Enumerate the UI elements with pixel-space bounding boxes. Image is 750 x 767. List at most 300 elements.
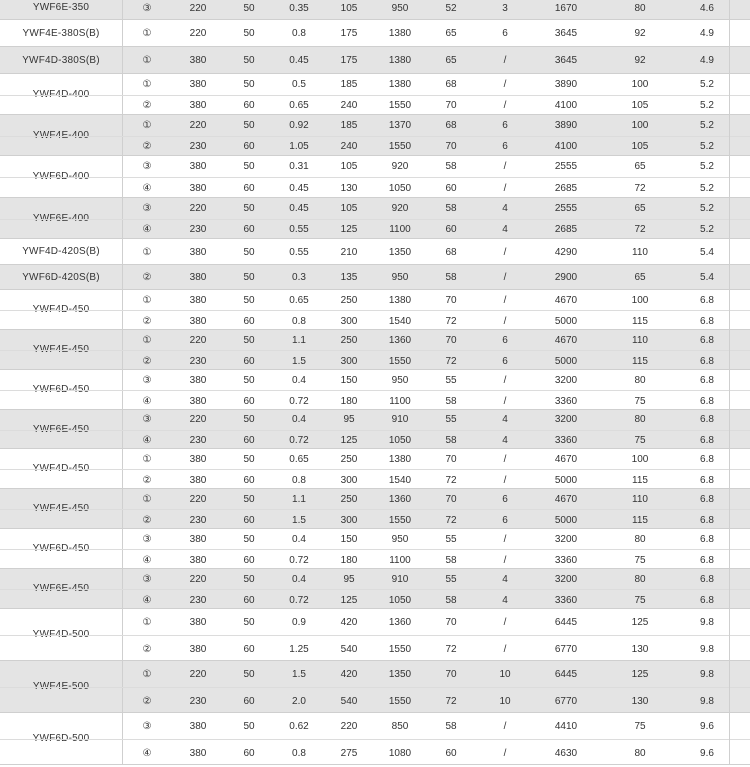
model-name: YWF4D-500 [32, 629, 90, 640]
model-group [0, 330, 750, 370]
voltage-cell: 380 [189, 554, 207, 566]
weight-cell: 5.2 [700, 100, 714, 112]
model-group [0, 0, 750, 20]
capacitor-cell: / [503, 533, 507, 545]
frequency-cell: 60 [243, 514, 255, 526]
noise-cell: 60 [445, 183, 457, 194]
pressure-cell: 100 [631, 78, 649, 90]
table-right-border [729, 198, 730, 238]
speed-cell: 1050 [388, 434, 412, 446]
table-right-border [729, 449, 730, 488]
capacitor-cell: 6 [502, 355, 508, 367]
model-name: YWF6E-450 [32, 423, 90, 435]
voltage-cell: 380 [189, 453, 207, 465]
voltage-cell: 380 [189, 183, 207, 194]
airflow-cell: 5000 [554, 474, 578, 486]
current-cell: 0.45 [289, 202, 309, 214]
noise-cell: 58 [445, 395, 457, 407]
current-cell: 0.4 [292, 533, 306, 545]
pressure-cell: 110 [632, 334, 648, 346]
table-row [0, 589, 750, 610]
noise-cell: 60 [445, 224, 457, 236]
frequency-cell: 50 [243, 374, 255, 386]
noise-cell: 72 [445, 315, 457, 327]
pressure-cell: 115 [632, 355, 648, 367]
weight-cell: 5.2 [700, 183, 714, 194]
current-cell: 0.45 [289, 183, 309, 194]
speed-cell: 950 [391, 374, 409, 386]
noise-cell: 55 [445, 414, 457, 426]
airflow-cell: 6445 [554, 668, 578, 680]
table-right-border [729, 609, 730, 660]
table-row [0, 0, 750, 20]
capacitor-cell: 6 [502, 141, 508, 153]
power-cell: 300 [340, 514, 358, 526]
table-row [0, 449, 750, 469]
current-cell: 0.72 [289, 434, 309, 446]
airflow-cell: 4100 [554, 100, 578, 112]
model-name: YWF4D-450 [32, 463, 90, 474]
model-group [0, 529, 750, 569]
table-row [0, 469, 750, 490]
position-cell: ③ [142, 161, 152, 172]
current-cell: 0.72 [289, 594, 309, 606]
speed-cell: 1380 [388, 55, 412, 66]
speed-cell: 1550 [388, 695, 412, 707]
voltage-cell: 230 [189, 514, 207, 526]
noise-cell: 72 [445, 474, 457, 486]
current-cell: 0.92 [289, 119, 309, 131]
pressure-cell: 65 [634, 202, 646, 214]
voltage-cell: 380 [189, 246, 207, 258]
pressure-cell: 75 [634, 554, 646, 566]
airflow-cell: 6445 [554, 616, 578, 628]
model-name: YWF6D-400 [32, 171, 90, 182]
frequency-cell: 50 [243, 2, 255, 14]
position-cell: ④ [142, 594, 152, 606]
capacitor-cell: / [503, 453, 507, 465]
position-cell: ① [142, 294, 152, 306]
pressure-cell: 75 [634, 720, 646, 732]
frequency-cell: 60 [243, 474, 255, 486]
airflow-cell: 3360 [554, 594, 578, 606]
frequency-cell: 50 [243, 78, 255, 90]
noise-cell: 70 [445, 616, 457, 628]
model-group [0, 198, 750, 239]
table-right-border [729, 569, 730, 608]
current-cell: 0.72 [289, 395, 309, 407]
position-cell: ③ [142, 414, 152, 426]
frequency-cell: 60 [243, 695, 255, 707]
frequency-cell: 60 [243, 141, 255, 153]
noise-cell: 58 [445, 594, 457, 606]
current-cell: 0.35 [289, 2, 309, 14]
weight-cell: 6.8 [700, 395, 714, 407]
noise-cell: 60 [445, 747, 457, 759]
capacitor-cell: 6 [502, 28, 508, 39]
frequency-cell: 60 [243, 100, 255, 112]
power-cell: 180 [340, 554, 358, 566]
speed-cell: 1050 [388, 594, 412, 606]
position-cell: ④ [142, 554, 152, 566]
voltage-cell: 230 [189, 434, 207, 446]
noise-cell: 55 [445, 573, 457, 585]
airflow-cell: 3200 [554, 533, 578, 545]
model-group [0, 489, 750, 529]
capacitor-cell: 4 [502, 224, 508, 236]
airflow-cell: 4670 [554, 294, 578, 306]
speed-cell: 950 [391, 272, 409, 283]
model-group [0, 115, 750, 156]
voltage-cell: 220 [189, 202, 207, 214]
table-row [0, 74, 750, 95]
speed-cell: 1360 [388, 334, 412, 346]
power-cell: 105 [340, 2, 358, 14]
table-row [0, 509, 750, 530]
table-right-border [729, 115, 730, 155]
pressure-cell: 80 [634, 2, 646, 14]
speed-cell: 920 [391, 161, 409, 172]
weight-cell: 5.4 [700, 246, 714, 258]
speed-cell: 1380 [388, 294, 412, 306]
speed-cell: 1540 [388, 315, 412, 327]
table-row [0, 350, 750, 371]
airflow-cell: 3645 [554, 55, 578, 66]
table-row [0, 136, 750, 158]
capacitor-cell: 4 [502, 594, 508, 606]
speed-cell: 1360 [388, 616, 412, 628]
table-row [0, 569, 750, 589]
power-cell: 420 [340, 668, 358, 680]
frequency-cell: 60 [243, 355, 255, 367]
voltage-cell: 230 [189, 141, 207, 153]
noise-cell: 58 [445, 272, 457, 283]
table-row [0, 410, 750, 430]
model-name: YWF4E-400 [32, 129, 90, 141]
position-cell: ① [142, 119, 152, 131]
current-cell: 0.65 [289, 100, 309, 112]
position-cell: ④ [142, 747, 152, 759]
frequency-cell: 60 [243, 315, 255, 327]
voltage-cell: 380 [189, 294, 207, 306]
speed-cell: 1100 [389, 395, 411, 407]
table-row [0, 713, 750, 739]
power-cell: 95 [343, 414, 355, 426]
frequency-cell: 60 [243, 434, 255, 446]
pressure-cell: 72 [634, 224, 646, 236]
table-right-border [729, 529, 730, 568]
pressure-cell: 125 [631, 616, 649, 628]
frequency-cell: 50 [243, 272, 255, 283]
pressure-cell: 110 [632, 493, 648, 505]
model-name: YWF4D-450 [32, 304, 90, 315]
airflow-cell: 4100 [554, 141, 578, 153]
capacitor-cell: / [503, 643, 507, 655]
airflow-cell: 3890 [554, 78, 578, 90]
speed-cell: 950 [391, 2, 409, 14]
current-cell: 0.4 [292, 573, 306, 585]
noise-cell: 68 [445, 119, 457, 131]
pressure-cell: 80 [634, 414, 646, 426]
airflow-cell: 2555 [554, 161, 578, 172]
weight-cell: 6.8 [700, 493, 714, 505]
pressure-cell: 65 [634, 161, 646, 172]
noise-cell: 72 [445, 643, 457, 655]
frequency-cell: 50 [243, 720, 255, 732]
frequency-cell: 60 [243, 554, 255, 566]
model-name: YWF4D-400 [32, 88, 90, 100]
airflow-cell: 5000 [554, 355, 578, 367]
model-group [0, 265, 750, 290]
position-cell: ① [142, 78, 152, 90]
pressure-cell: 75 [634, 594, 646, 606]
table-row [0, 95, 750, 117]
frequency-cell: 50 [243, 453, 255, 465]
capacitor-cell: 6 [502, 493, 508, 505]
model-name: YWF6D-450 [32, 543, 90, 554]
current-cell: 0.72 [289, 554, 309, 566]
table-row [0, 661, 750, 687]
position-cell: ① [142, 493, 152, 505]
current-cell: 0.8 [292, 747, 306, 759]
table-row [0, 156, 750, 177]
model-group [0, 156, 750, 198]
current-cell: 2.0 [292, 695, 306, 707]
airflow-cell: 4670 [554, 334, 578, 346]
table-row [0, 219, 750, 241]
airflow-cell: 3200 [554, 414, 578, 426]
position-cell: ① [142, 55, 152, 66]
pressure-cell: 100 [631, 294, 649, 306]
capacitor-cell: / [503, 720, 507, 732]
position-cell: ③ [142, 202, 152, 214]
frequency-cell: 60 [243, 747, 255, 759]
model-group [0, 661, 750, 713]
position-cell: ② [142, 315, 152, 327]
capacitor-cell: 4 [502, 573, 508, 585]
pressure-cell: 125 [631, 668, 649, 680]
pressure-cell: 105 [631, 141, 649, 153]
frequency-cell: 50 [243, 55, 255, 66]
capacitor-cell: 6 [502, 514, 508, 526]
frequency-cell: 60 [243, 643, 255, 655]
position-cell: ① [142, 246, 152, 258]
model-group [0, 47, 750, 74]
airflow-cell: 2685 [554, 224, 578, 236]
capacitor-cell: / [503, 474, 507, 486]
power-cell: 180 [340, 395, 358, 407]
voltage-cell: 380 [189, 100, 207, 112]
table-row [0, 198, 750, 219]
current-cell: 0.8 [292, 474, 306, 486]
current-cell: 0.8 [292, 28, 306, 39]
table-row [0, 310, 750, 331]
current-cell: 1.5 [292, 668, 306, 680]
table-right-border [729, 239, 730, 264]
table-row [0, 20, 750, 47]
table-row [0, 47, 750, 74]
weight-cell: 6.8 [700, 573, 714, 585]
voltage-cell: 220 [189, 414, 207, 426]
table-right-border [729, 156, 730, 197]
frequency-cell: 50 [243, 573, 255, 585]
voltage-cell: 380 [189, 374, 207, 386]
model-name: YWF4E-500 [32, 681, 90, 692]
pressure-cell: 72 [634, 183, 646, 194]
voltage-cell: 230 [189, 355, 207, 367]
voltage-cell: 220 [189, 573, 207, 585]
speed-cell: 910 [391, 573, 409, 585]
weight-cell: 4.9 [700, 55, 714, 66]
position-cell: ② [142, 474, 152, 486]
frequency-cell: 50 [243, 668, 255, 680]
position-cell: ② [142, 695, 152, 707]
airflow-cell: 2900 [554, 272, 578, 283]
speed-cell: 1350 [388, 246, 412, 258]
speed-cell: 1350 [388, 668, 412, 680]
speed-cell: 910 [391, 414, 409, 426]
position-cell: ④ [142, 434, 152, 446]
voltage-cell: 380 [189, 747, 207, 759]
weight-cell: 4.9 [700, 28, 714, 39]
table-right-border [729, 489, 730, 528]
power-cell: 185 [340, 119, 358, 131]
pressure-cell: 80 [634, 747, 646, 759]
voltage-cell: 380 [189, 643, 207, 655]
weight-cell: 5.2 [700, 78, 714, 90]
current-cell: 1.1 [292, 334, 306, 346]
speed-cell: 1080 [388, 747, 412, 759]
power-cell: 250 [340, 334, 358, 346]
power-cell: 105 [340, 202, 358, 214]
power-cell: 125 [340, 594, 358, 606]
power-cell: 220 [340, 720, 358, 732]
position-cell: ② [142, 355, 152, 367]
model-name: YWF6D-420S(B) [22, 271, 100, 283]
airflow-cell: 6770 [554, 643, 578, 655]
weight-cell: 5.4 [700, 272, 714, 283]
weight-cell: 6.8 [700, 315, 714, 327]
position-cell: ③ [142, 533, 152, 545]
noise-cell: 55 [445, 533, 457, 545]
weight-cell: 6.8 [700, 414, 714, 426]
frequency-cell: 50 [243, 414, 255, 426]
speed-cell: 1380 [388, 28, 412, 39]
power-cell: 275 [340, 747, 358, 759]
capacitor-cell: / [503, 55, 507, 66]
voltage-cell: 220 [189, 668, 207, 680]
table-row [0, 390, 750, 411]
table-row [0, 115, 750, 136]
weight-cell: 5.2 [700, 202, 714, 214]
weight-cell: 6.8 [700, 374, 714, 386]
current-cell: 0.65 [289, 453, 309, 465]
speed-cell: 850 [391, 720, 409, 732]
model-group [0, 239, 750, 265]
pressure-cell: 65 [634, 272, 646, 283]
speed-cell: 1370 [388, 119, 412, 131]
power-cell: 300 [340, 315, 358, 327]
noise-cell: 65 [445, 55, 457, 66]
table-row [0, 489, 750, 509]
current-cell: 1.5 [292, 355, 306, 367]
pressure-cell: 92 [634, 55, 646, 66]
airflow-cell: 3360 [554, 395, 578, 407]
noise-cell: 70 [445, 334, 457, 346]
table-right-border [729, 290, 730, 329]
model-name: YWF6E-400 [32, 212, 90, 224]
power-cell: 300 [340, 474, 358, 486]
table-right-border [729, 330, 730, 369]
weight-cell: 6.8 [700, 514, 714, 526]
noise-cell: 70 [445, 453, 457, 465]
voltage-cell: 380 [189, 616, 207, 628]
voltage-cell: 380 [189, 161, 207, 172]
table-right-border [729, 410, 730, 448]
frequency-cell: 50 [243, 28, 255, 39]
position-cell: ④ [142, 395, 152, 407]
capacitor-cell: 4 [502, 414, 508, 426]
current-cell: 0.3 [292, 272, 306, 283]
pressure-cell: 80 [634, 533, 646, 545]
model-name: YWF4E-380S(B) [22, 27, 100, 39]
pressure-cell: 130 [631, 695, 649, 707]
speed-cell: 1550 [388, 643, 412, 655]
current-cell: 1.25 [289, 643, 309, 655]
power-cell: 130 [340, 183, 358, 194]
model-group [0, 569, 750, 609]
airflow-cell: 5000 [554, 315, 578, 327]
weight-cell: 9.8 [700, 668, 714, 680]
model-group [0, 370, 750, 410]
noise-cell: 58 [445, 720, 457, 732]
noise-cell: 58 [445, 161, 457, 172]
weight-cell: 9.8 [700, 695, 714, 707]
voltage-cell: 380 [189, 315, 207, 327]
table-row [0, 635, 750, 662]
current-cell: 0.5 [292, 78, 306, 90]
model-name: YWF4E-450 [32, 344, 90, 355]
table-right-border [729, 74, 730, 114]
capacitor-cell: / [503, 315, 507, 327]
power-cell: 240 [340, 141, 358, 153]
capacitor-cell: / [503, 246, 507, 258]
position-cell: ② [142, 514, 152, 526]
frequency-cell: 50 [243, 294, 255, 306]
model-name: YWF6D-500 [32, 733, 90, 744]
power-cell: 135 [340, 272, 358, 283]
weight-cell: 6.8 [700, 474, 714, 486]
position-cell: ② [142, 141, 152, 153]
weight-cell: 5.2 [700, 224, 714, 236]
weight-cell: 6.8 [700, 355, 714, 367]
power-cell: 150 [340, 533, 358, 545]
airflow-cell: 3645 [554, 28, 578, 39]
noise-cell: 58 [445, 554, 457, 566]
capacitor-cell: 3 [502, 2, 508, 14]
table-right-border [729, 265, 730, 289]
power-cell: 300 [340, 355, 358, 367]
frequency-cell: 60 [243, 594, 255, 606]
model-name: YWF6E-350 [32, 2, 90, 13]
noise-cell: 55 [445, 374, 457, 386]
current-cell: 0.65 [289, 294, 309, 306]
model-group [0, 609, 750, 661]
current-cell: 0.45 [289, 55, 309, 66]
position-cell: ① [142, 616, 152, 628]
power-cell: 105 [340, 161, 358, 172]
capacitor-cell: 6 [502, 119, 508, 131]
